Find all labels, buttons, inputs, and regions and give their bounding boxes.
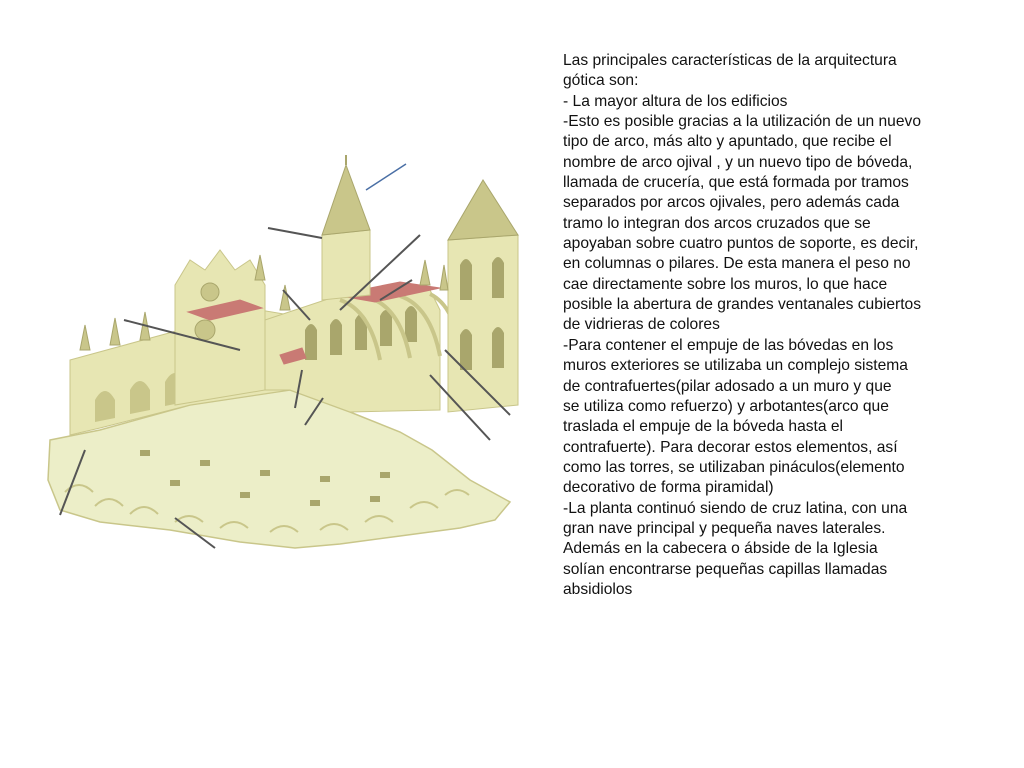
text-line: muros exteriores se utilizaba un complejo sistema: [563, 357, 908, 375]
bell-tower: [448, 235, 518, 412]
text-line: gótica son:: [563, 72, 639, 90]
text-line: Además en la cabecera o ábside de la Iglesia: [563, 540, 878, 558]
text-line: decorativo de forma piramidal): [563, 479, 774, 497]
rose-window: [201, 283, 219, 301]
text-line: de vidrieras de colores: [563, 316, 720, 334]
text-line: Las principales características de la arquitectura: [563, 52, 897, 69]
rose-window-lower: [195, 320, 215, 340]
text-line: -Para contener el empuje de las bóvedas en los: [563, 336, 894, 354]
description-text: [563, 51, 983, 600]
text-line: gran nave principal y pequeña naves laterales.: [563, 519, 886, 537]
text-line: apoyaban sobre cuatro puntos de soporte, es decir,: [563, 235, 919, 253]
crossing-spire: [322, 165, 370, 235]
text-line: -Esto es posible gracias a la utilización de un nuevo: [563, 113, 922, 131]
text-line: de contrafuertes(pilar adosado a un muro y que: [563, 377, 892, 395]
text-line: -La planta continuó siendo de cruz latina, con una: [563, 499, 908, 517]
text-line: absidiolos: [563, 580, 633, 598]
text-line: en columnas o pilares. De esta manera el peso no: [563, 255, 911, 273]
bell-tower-spire: [448, 180, 518, 240]
text-line: tipo de arco, más alto y apuntado, que recibe el: [563, 133, 892, 151]
text-line: como las torres, se utilizaban pináculos(elemento: [563, 458, 905, 476]
text-line: nombre de arco ojival , y un nuevo tipo de bóveda,: [563, 153, 913, 171]
text-line: - La mayor altura de los edificios: [563, 92, 788, 110]
text-line: cae directamente sobre los muros, lo que hace: [563, 275, 888, 293]
text-line: traslada el empuje de la bóveda hasta el: [563, 418, 844, 436]
text-line: separados por arcos ojivales, pero además cada: [563, 194, 900, 212]
text-line: solían encontrarse pequeñas capillas llamadas: [563, 560, 888, 578]
text-line: posible la abertura de grandes ventanales cubiertos: [563, 296, 922, 314]
text-line: llamada de crucería, que está formada por tramos: [563, 174, 909, 192]
text-line: tramo lo integran dos arcos cruzados que se: [563, 214, 871, 232]
leader-line-blue: [366, 164, 406, 190]
cathedral-illustration: [40, 150, 540, 550]
text-line: se utiliza como refuerzo) y arbotantes(arco que: [563, 397, 889, 415]
west-facade: [175, 250, 265, 405]
leader-line: [268, 228, 322, 238]
text-line: contrafuerte). Para decorar estos elementos, así: [563, 438, 898, 456]
